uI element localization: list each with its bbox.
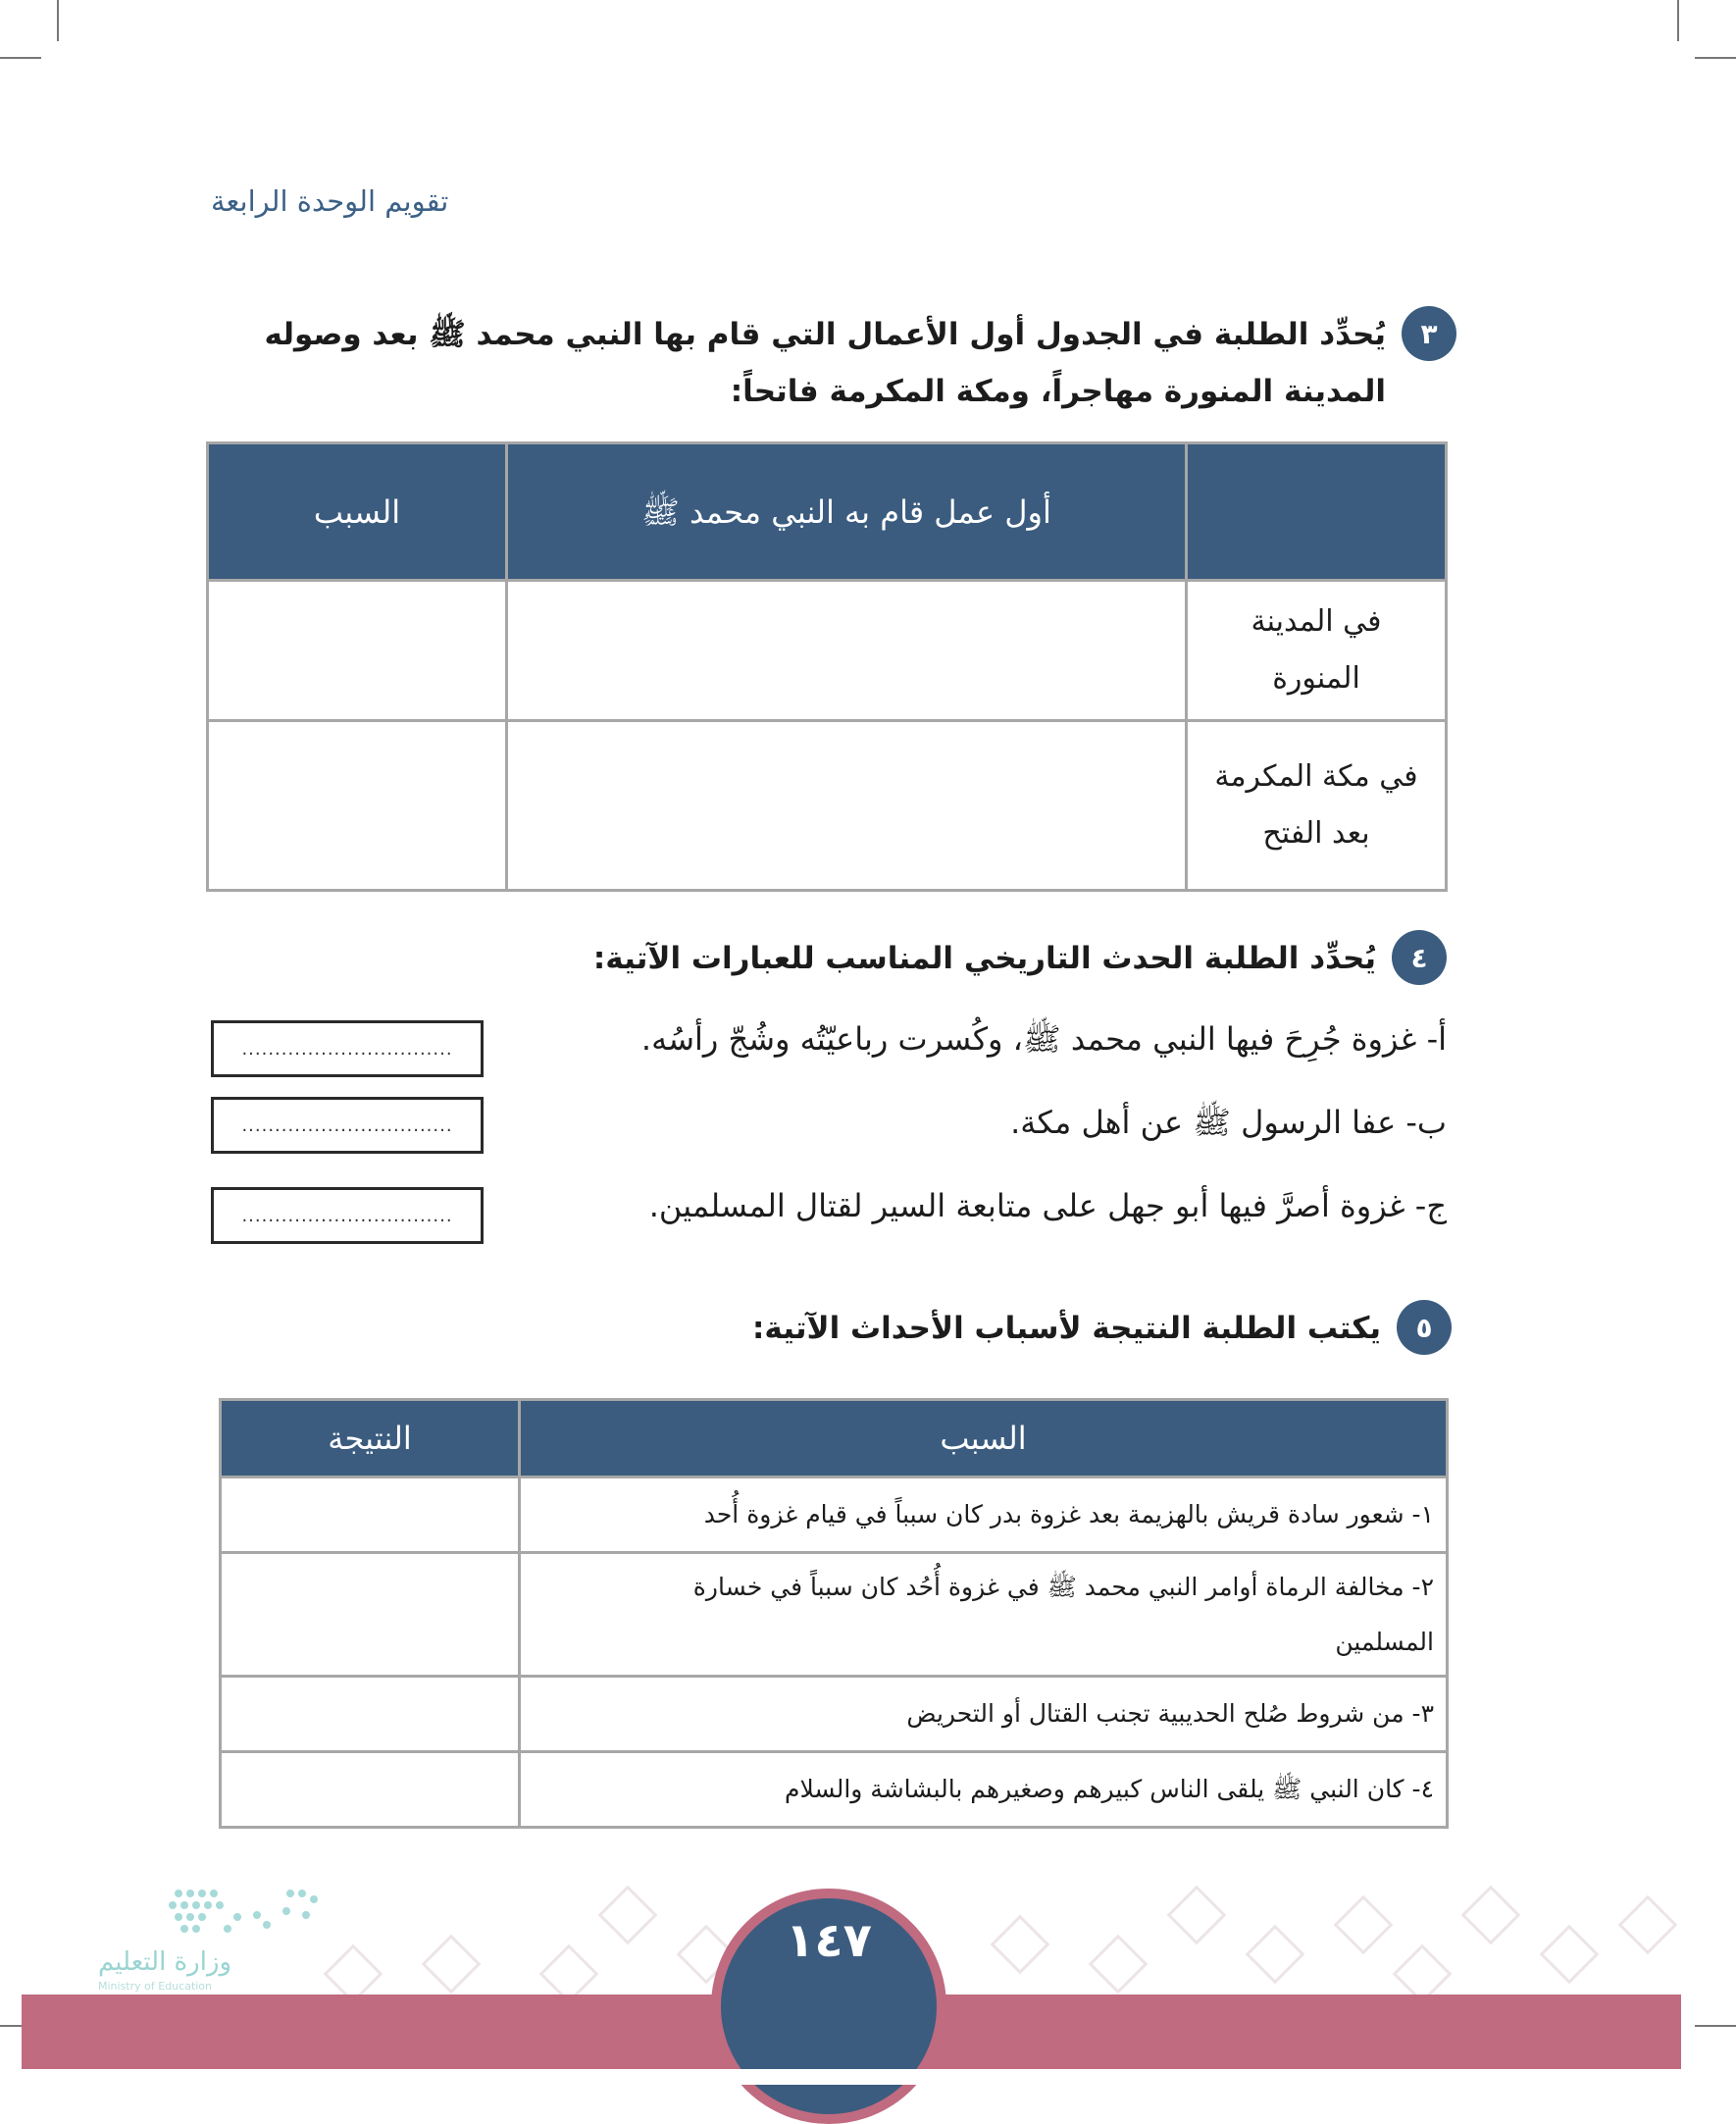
table-header-cell: أول عمل قام به النبي محمد ﷺ [507,443,1187,581]
answer-cell[interactable] [208,721,507,891]
row-label: في المدينة المنورة [1187,581,1447,721]
answer-box[interactable]: ................................ [211,1020,484,1077]
page-number: ١٤٧ [786,1913,872,1968]
ministry-logo-text: وزارة التعليم [98,1947,232,1977]
page-header-title: تقويم الوحدة الرابعة [211,184,449,218]
cause-cell: ١- شعور سادة قريش بالهزيمة بعد غزوة بدر كان سبباً في قيام غزوة أُحد [520,1477,1448,1553]
crop-mark [1695,57,1736,59]
table-header-row [221,1400,1448,1477]
answer-cell[interactable] [221,1677,520,1752]
cause-cell: ٢- مخالفة الرماة أوامر النبي محمد ﷺ في غزوة أُحُد كان سبباً في خسارة المسلمين [520,1553,1448,1677]
table-header-cell [1187,443,1447,581]
answer-cell[interactable] [221,1553,520,1677]
answer-cell[interactable] [507,721,1187,891]
crop-mark [57,0,59,41]
table-row [221,1752,1448,1828]
question-number-badge: ٥ [1397,1300,1452,1355]
list-item: أ- غزوة جُرِحَ فيها النبي محمد ﷺ، وكُسرت رباعيّتُه وشُجّ رأسُه. [640,1020,1447,1058]
question-number-badge: ٣ [1402,306,1456,361]
table-row [208,581,1447,721]
cause-cell: ٣- من شروط صُلح الحديبية تجنب القتال أو التحريض [520,1677,1448,1752]
q5-table [219,1398,1449,1829]
ministry-logo-subtext: Ministry of Education [98,1980,213,1993]
answer-cell[interactable] [507,581,1187,721]
question-4 [593,930,1447,987]
table-row [221,1553,1448,1677]
table-header-cell: السبب [208,443,507,581]
page-bottom-cover [0,2069,1736,2085]
question-text: يُحدِّد الطلبة في الجدول أول الأعمال التي قام بها النبي محمد ﷺ بعد وصوله المدينة المنورة مهاجراً، ومكة المكرمة فاتحاً: [264,317,1386,409]
list-item: ب- عفا الرسول ﷺ عن أهل مكة. [1010,1104,1447,1141]
question-text: يُحدِّد الطلبة الحدث التاريخي المناسب للعبارات الآتية: [592,941,1376,976]
table-row [221,1477,1448,1553]
answer-cell[interactable] [208,581,507,721]
table-header-cell: النتيجة [221,1400,520,1477]
crop-mark [0,57,41,59]
cause-cell: ٤- كان النبي ﷺ يلقى الناس كبيرهم وصغيرهم بالبشاشة والسلام [520,1752,1448,1828]
table-header-cell: السبب [520,1400,1448,1477]
answer-box[interactable]: ................................ [211,1097,484,1154]
q3-table [206,441,1448,892]
list-item: ج- غزوة أصرَّ فيها أبو جهل على متابعة السير لقتال المسلمين. [648,1187,1447,1224]
question-text: يكتب الطلبة النتيجة لأسباب الأحداث الآتية: [752,1311,1381,1346]
answer-cell[interactable] [221,1752,520,1828]
question-5 [752,1300,1452,1357]
table-row [221,1677,1448,1752]
crop-mark [1677,0,1679,41]
row-label: في مكة المكرمة بعد الفتح [1187,721,1447,891]
table-header-row [208,443,1447,581]
answer-box[interactable]: ................................ [211,1187,484,1244]
crop-mark [1695,2025,1736,2027]
answer-cell[interactable] [221,1477,520,1553]
question-number-badge: ٤ [1392,930,1447,985]
table-row [208,721,1447,891]
decorative-pattern [314,1876,1736,2003]
question-3 [211,306,1456,420]
